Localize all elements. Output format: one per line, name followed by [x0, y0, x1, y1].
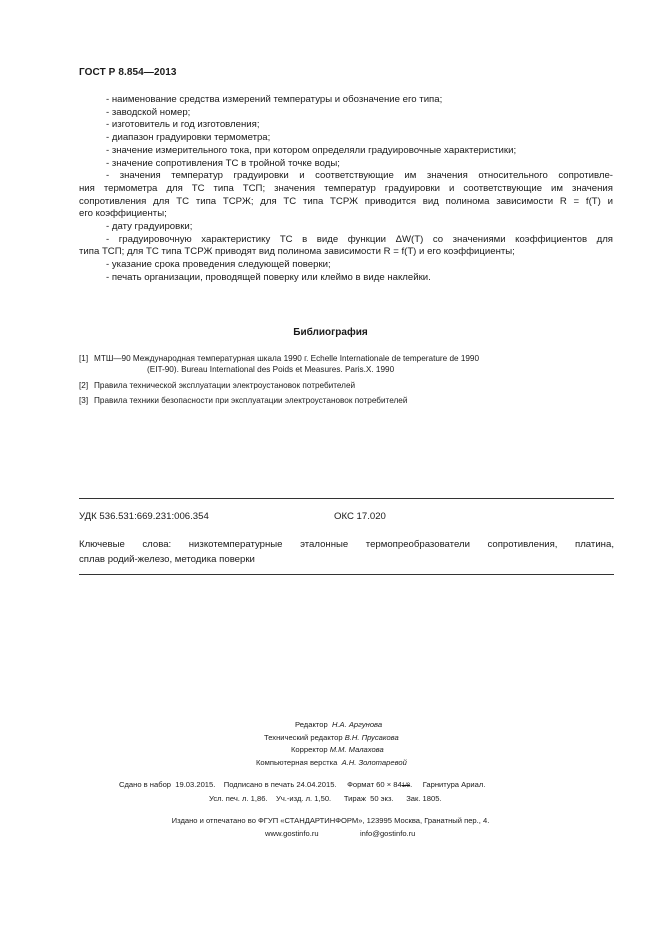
list-item: - значение сопротивления ТС в тройной точке воды;	[106, 157, 340, 169]
entry-text: Правила техники безопасности при эксплуатации электроустановок потребителей	[94, 396, 408, 405]
list-item: - диапазон градуировки термометра;	[106, 132, 271, 144]
editor-name: Н.А. Аргунова	[331, 720, 383, 729]
oks-code: ОКС 17.020	[334, 511, 386, 522]
layout-line	[220, 757, 520, 770]
publisher-line: Издано и отпечатано во ФГУП «СТАНДАРТИНФОРМ», 123995 Москва, Гранатный пер., 4.	[171, 816, 490, 825]
divider-bottom	[79, 574, 614, 575]
editor-label: Редактор	[295, 720, 328, 729]
corrector-label: Корректор	[291, 745, 328, 755]
document-header: ГОСТ Р 8.854—2013	[79, 67, 177, 78]
entry-text-cont: (EIT-90). Bureau International des Poids et Measures. Paris.X. 1990	[147, 365, 395, 374]
layout-label: Компьютерная верстка	[256, 757, 338, 767]
website-link[interactable]: www.gostinfo.ru	[265, 829, 319, 838]
print-info-text: . Гарнитура Ариал.	[410, 780, 486, 789]
list-item: - дату градуировки;	[106, 221, 193, 233]
entry-text: МТШ—90 Международная температурная шкала 1990 г. Echelle Internationale de temperature de 1990	[94, 354, 480, 363]
entry-number: [1]	[79, 354, 89, 363]
entry-text: Правила технической эксплуатации электроустановок потребителей	[94, 381, 356, 390]
entry-number: [2]	[79, 381, 89, 390]
list-item-line: сопротивления для ТС типа ТСРЖ; для ТС типа ТСРЖ приводится вид полинома зависимости R = f(T) и	[79, 195, 613, 207]
bibliography-title: Библиография	[293, 327, 368, 338]
editor-line	[220, 719, 520, 732]
keywords	[79, 537, 614, 567]
list-item: - изготовитель и год изготовления;	[106, 119, 260, 131]
bibliography-entry	[79, 380, 619, 392]
bibliography-entry	[79, 395, 619, 407]
editorial-credits	[220, 719, 520, 769]
corrector-line	[220, 744, 520, 757]
list-item-line: - градуировочную характеристику ТС в виде функции ΔW(T) со значениями коэффициентов для	[106, 233, 613, 245]
list-item: - заводской номер;	[106, 106, 191, 118]
list-item: - указание срока проведения следующей поверки;	[106, 259, 331, 271]
requirements-list	[79, 94, 613, 285]
print-info-line	[119, 779, 485, 793]
keywords-line: сплав родий-железо, методика поверки	[79, 554, 255, 565]
divider-top	[79, 498, 614, 499]
layout-name: А.Н. Золотаревой	[341, 757, 407, 767]
list-item: - наименование средства измерений температуры и обозначение его типа;	[106, 94, 443, 105]
list-item-line: типа ТСП; для ТС типа ТСРЖ приводят вид полинома зависимости R = f(T) и его коэффициенты;	[79, 246, 515, 258]
corrector-name: М.М. Малахова	[329, 745, 384, 755]
keywords-line: Ключевые слова: низкотемпературные эталонные термопреобразователи сопротивления, платина,	[79, 539, 614, 550]
entry-number: [3]	[79, 396, 89, 405]
list-item-line: ния термометра для ТС типа ТСП; значения температур градуировки и соответствующие им значения	[79, 182, 613, 194]
list-item: - значение измерительного тока, при котором определяли градуировочные характеристики;	[106, 144, 517, 156]
list-item: - печать организации, проводящей поверку или клеймо в виде наклейки.	[106, 271, 431, 283]
tech-editor-name: В.Н. Прусакова	[344, 732, 399, 742]
print-info-text: Сдано в набор 19.03.2015. Подписано в печать 24.04.2015. Формат 60 × 84	[119, 780, 402, 789]
list-item-line: его коэффициенты;	[79, 208, 167, 220]
tech-editor-label: Технический редактор	[264, 732, 343, 742]
bibliography-entry	[79, 353, 619, 377]
tech-editor-line	[220, 732, 520, 745]
print-info-line-2: Усл. печ. л. 1,86. Уч.-изд. л. 1,50. Тираж 50 экз. Зак. 1805.	[209, 794, 442, 803]
email-link[interactable]: info@gostinfo.ru	[360, 829, 416, 838]
format-fraction: 1/8	[401, 783, 411, 789]
udk-code: УДК 536.531:669.231:006.354	[79, 511, 209, 522]
list-item-line: - значения температур градуировки и соответствующие им значения относительного сопротивле-	[106, 170, 613, 182]
